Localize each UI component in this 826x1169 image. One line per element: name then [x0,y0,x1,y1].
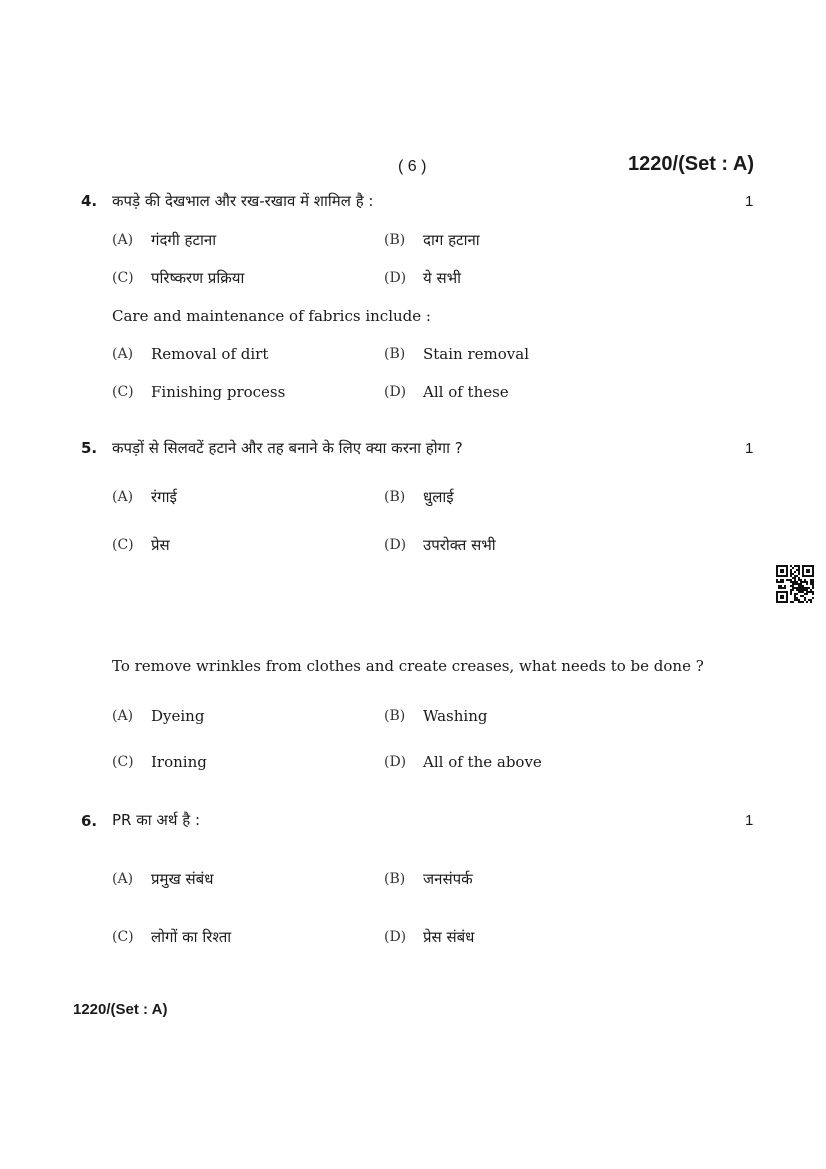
q5-hi-option-c-text: प्रेस [151,536,170,554]
q4-hi-option-a-text: गंदगी हटाना [151,231,217,249]
q6-hi-option-d-letter: (D) [384,929,407,945]
question-6-marks: 1 [745,812,754,829]
q5-en-option-a-letter: (A) [112,708,134,724]
q6-hi-option-a-text: प्रमुख संबंध [151,870,214,888]
question-4-hindi-text: कपड़े की देखभाल और रख-रखाव में शामिल है : [112,192,374,210]
q5-hi-option-a-letter: (A) [112,489,134,505]
question-5-marks: 1 [745,440,754,457]
q6-hi-option-d-text: प्रेस संबंध [423,928,475,946]
page-number: ( 6 ) [398,158,427,175]
q4-hi-option-c-text: परिष्करण प्रक्रिया [151,269,245,287]
q5-en-option-b-letter: (B) [384,708,406,724]
q4-hi-option-a-letter: (A) [112,232,134,248]
q4-en-option-b-letter: (B) [384,346,406,362]
q5-en-option-d-letter: (D) [384,754,407,770]
paper-code-footer: 1220/(Set : A) [73,1001,168,1018]
q4-en-option-d-letter: (D) [384,384,407,400]
q5-hi-option-d-letter: (D) [384,537,407,553]
q4-en-option-b-text: Stain removal [423,345,529,363]
q6-hi-option-c-text: लोगों का रिश्ता [151,928,232,946]
q4-en-option-a-text: Removal of dirt [151,345,269,363]
q5-en-option-c-text: Ironing [151,753,207,771]
q5-en-option-c-letter: (C) [112,754,134,770]
paper-code-header: 1220/(Set : A) [628,153,754,175]
q4-hi-option-d-text: ये सभी [423,269,462,287]
q5-hi-option-a-text: रंगाई [151,488,177,506]
question-4-number: 4. [81,192,98,210]
q5-hi-option-b-letter: (B) [384,489,406,505]
q4-hi-option-c-letter: (C) [112,270,134,286]
q4-en-option-d-text: All of these [423,383,509,401]
q4-en-option-c-letter: (C) [112,384,134,400]
q5-hi-option-b-text: धुलाई [423,488,454,506]
question-4-english-text: Care and maintenance of fabrics include : [112,307,431,325]
qr-code-icon [776,565,814,603]
question-5-hindi-text: कपड़ों से सिलवटें हटाने और तह बनाने के लिए क्या करना होगा ? [112,439,463,457]
q4-hi-option-b-text: दाग हटाना [423,231,480,249]
q6-hi-option-a-letter: (A) [112,871,134,887]
question-4-marks: 1 [745,193,754,210]
q4-hi-option-d-letter: (D) [384,270,407,286]
q4-en-option-c-text: Finishing process [151,383,286,401]
q5-en-option-b-text: Washing [423,707,488,725]
q4-en-option-a-letter: (A) [112,346,134,362]
question-5-english-text: To remove wrinkles from clothes and create creases, what needs to be done ? [112,657,704,675]
q6-hi-option-c-letter: (C) [112,929,134,945]
q4-hi-option-b-letter: (B) [384,232,406,248]
q5-en-option-a-text: Dyeing [151,707,205,725]
q6-hi-option-b-letter: (B) [384,871,406,887]
question-6-hindi-text: PR का अर्थ है : [112,811,201,829]
q5-en-option-d-text: All of the above [423,753,542,771]
q5-hi-option-d-text: उपरोक्त सभी [423,536,496,554]
question-5-number: 5. [81,439,98,457]
question-6-number: 6. [81,812,98,830]
q6-hi-option-b-text: जनसंपर्क [423,870,473,888]
q5-hi-option-c-letter: (C) [112,537,134,553]
